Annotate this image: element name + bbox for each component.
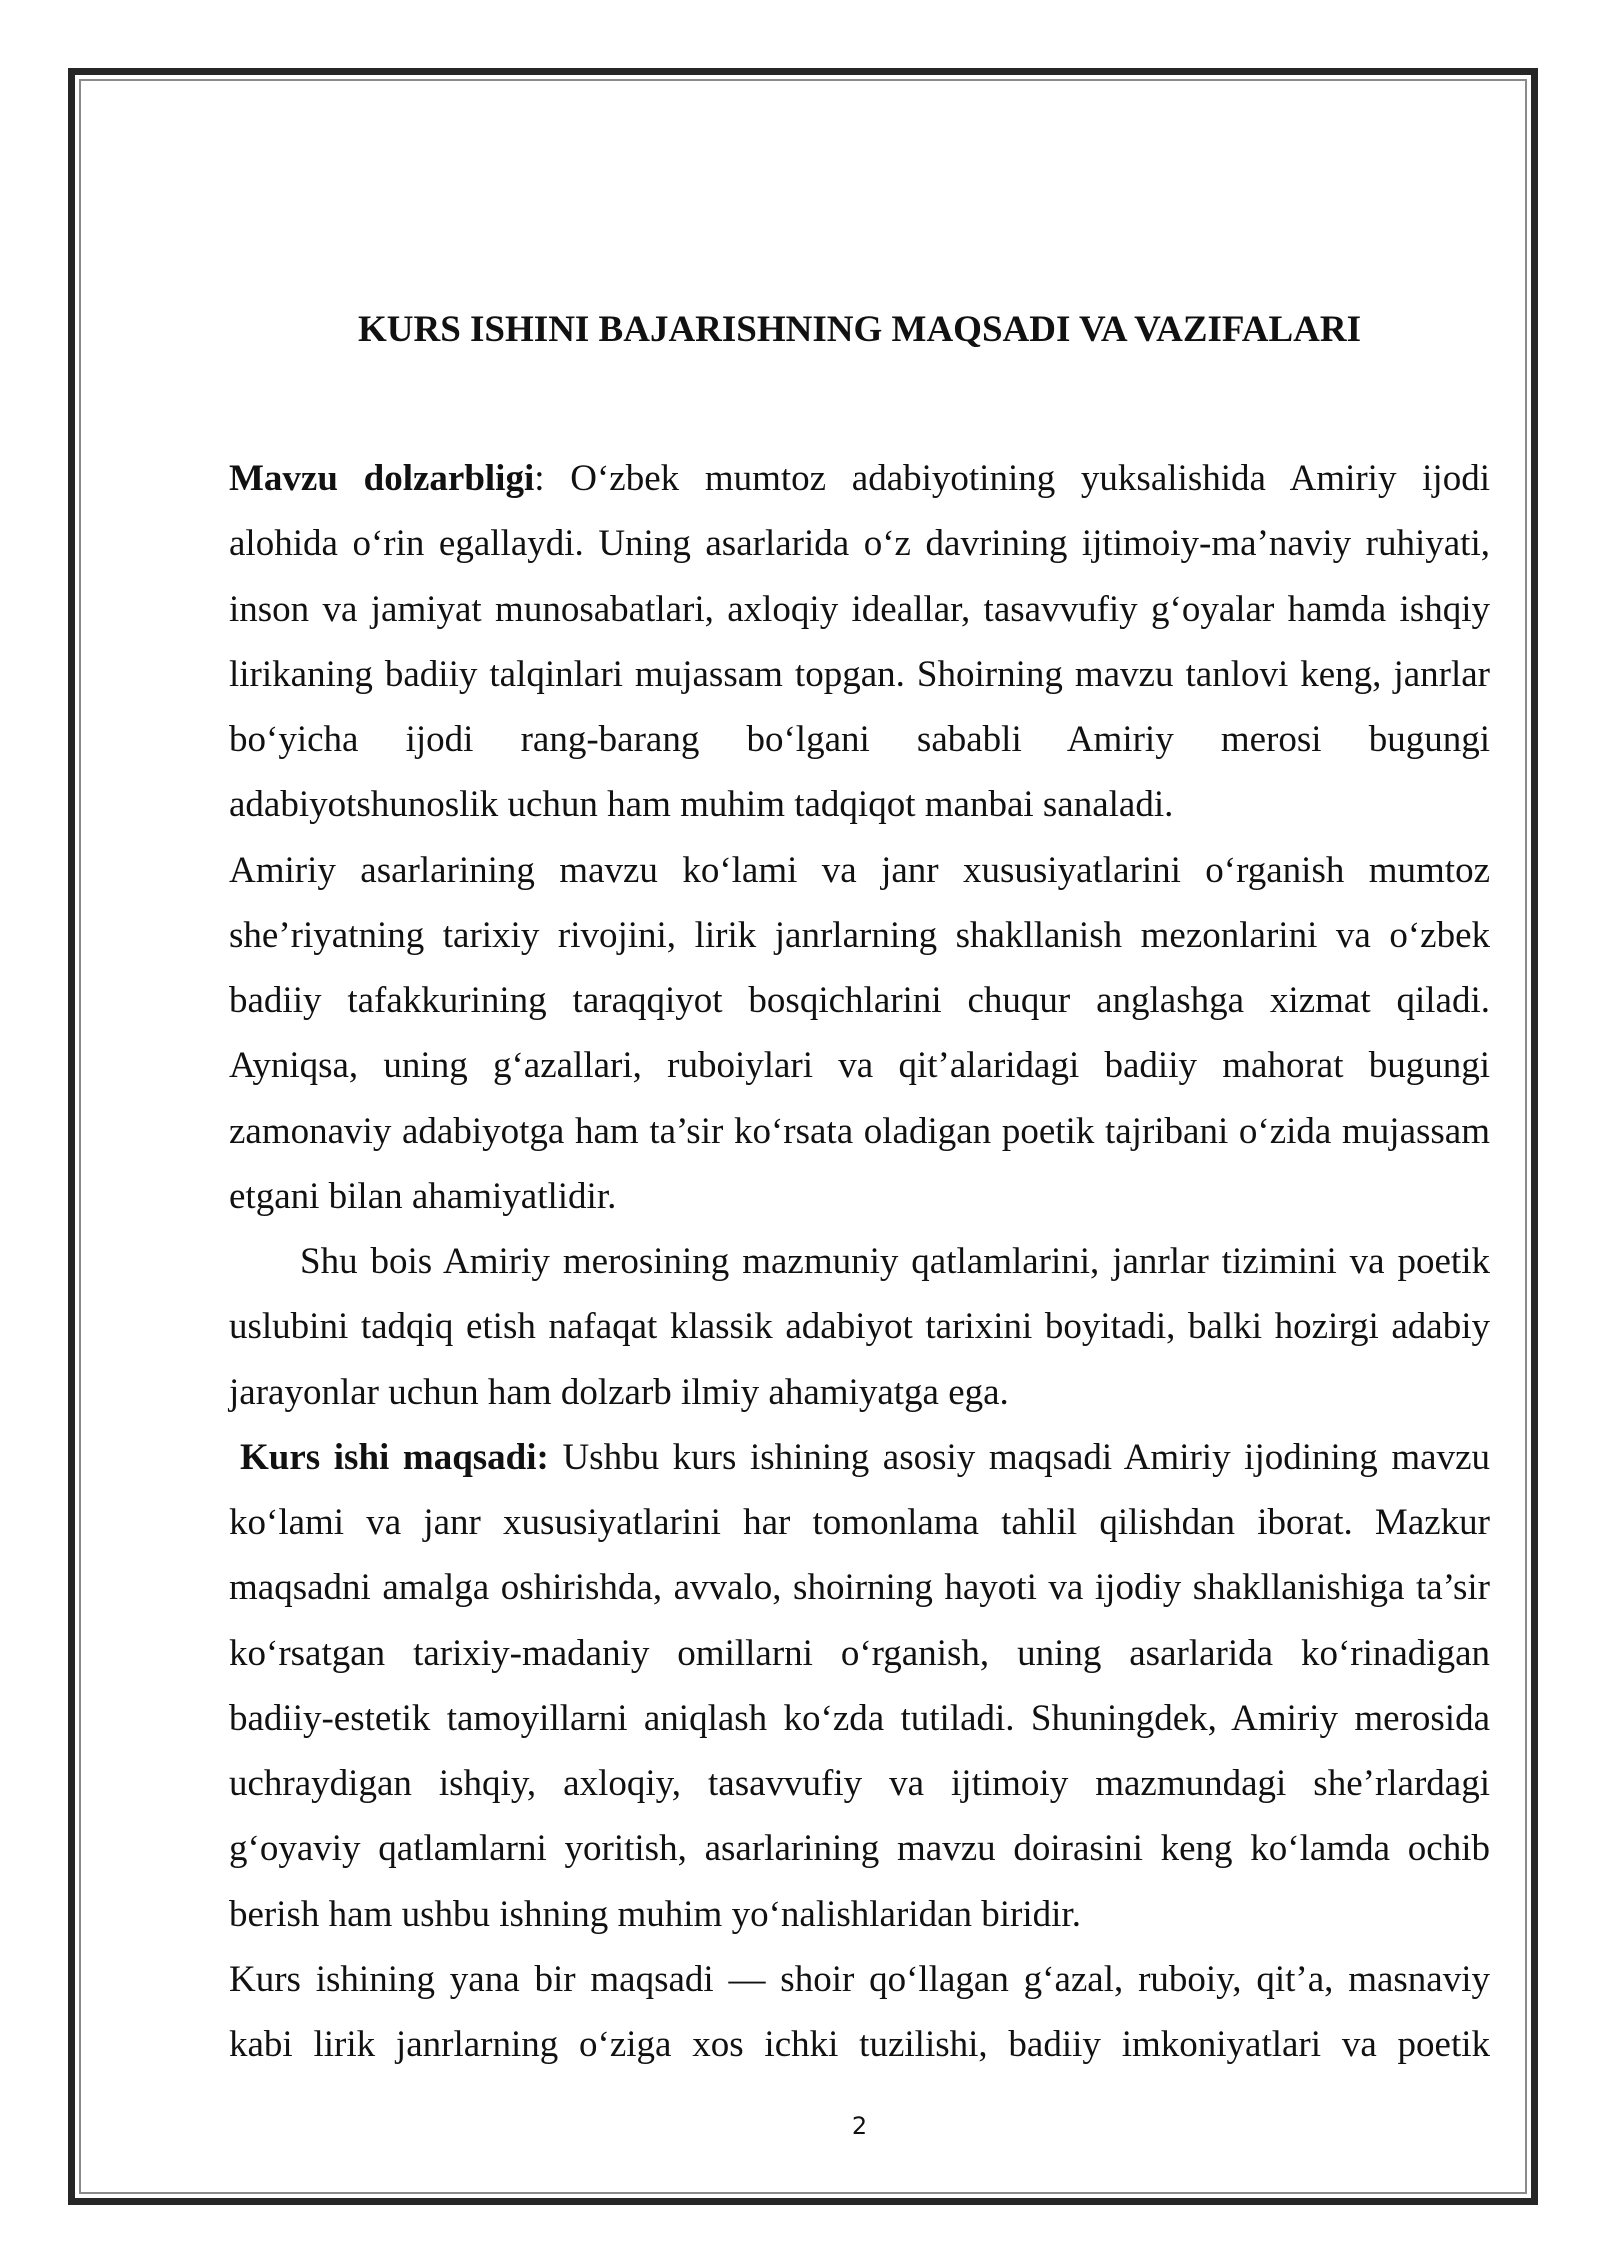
document-body <box>229 446 1490 2077</box>
line-text: Ushbu kurs ishining asosiy maqsadi Amiriy ijodining mavzu <box>562 1436 1490 1478</box>
body-line: badiiy tafakkurining taraqqiyot bosqichlarini chuqur anglashga xizmat qiladi. <box>229 980 1490 1021</box>
body-line: inson va jamiyat munosabatlari, axloqiy ideallar, tasavvufiy g‘oyalar hamda ishqiy <box>229 588 1490 630</box>
body-line: badiiy-estetik tamoyillarni aniqlash ko‘zda tutiladi. Shuningdek, Amiriy merosida <box>229 1697 1490 1739</box>
body-line: bo‘yicha ijodi rang-barang bo‘lgani sababli Amiriy merosi bugungi <box>229 719 1490 760</box>
body-line: lirikaning badiiy talqinlari mujassam topgan. Shoirning mavzu tanlovi keng, janrlar <box>229 653 1490 695</box>
body-line <box>229 446 1490 511</box>
body-line: maqsadni amalga oshirishda, avvalo, shoirning hayoti va ijodiy shakllanishiga ta’sir <box>229 1567 1490 1609</box>
paragraph-shu-bois <box>229 1229 1490 1425</box>
body-line: she’riyatning tarixiy rivojini, lirik janrlarning shakllanish mezonlarini va o‘zbek <box>229 914 1490 956</box>
paragraph-amiriy-asarlari <box>229 838 1490 1230</box>
body-line: uchraydigan ishqiy, axloqiy, tasavvufiy va ijtimoiy mazmundagi she’rlardagi <box>229 1763 1490 1804</box>
line-text: : O‘zbek mumtoz adabiyotining yuksalishida Amiriy ijodi <box>534 458 1490 499</box>
body-line: zamonaviy adabiyotga ham ta’sir ko‘rsata oladigan poetik tajribani o‘zida mujassam <box>229 1110 1490 1152</box>
body-line: berish ham ushbu ishning muhim yo‘nalishlaridan biridir. <box>229 1893 1081 1935</box>
body-line: ko‘rsatgan tarixiy-madaniy omillarni o‘rganish, uning asarlarida ko‘rinadigan <box>229 1632 1490 1674</box>
paragraph-mavzu-dolzarbligi <box>229 446 1490 838</box>
body-line: Amiriy asarlarining mavzu ko‘lami va janr xususiyatlarini o‘rganish mumtoz <box>229 849 1490 891</box>
page-number: 2 <box>851 2112 868 2140</box>
body-line: jarayonlar uchun ham dolzarb ilmiy ahamiyatga ega. <box>229 1371 1009 1413</box>
paragraph-yana-bir-maqsad <box>229 1947 1490 2078</box>
body-line: kabi lirik janrlarning o‘ziga xos ichki tuzilishi, badiiy imkoniyatlari va poetik <box>229 2024 1490 2065</box>
body-line: alohida o‘rin egallaydi. Uning asarlarida o‘z davrining ijtimoiy-ma’naviy ruhiyati, <box>229 523 1490 565</box>
paragraph-lead-label: Kurs ishi maqsadi: <box>240 1436 549 1478</box>
body-line: Shu bois Amiriy merosining mazmuniy qatlamlarini, janrlar tizimini va poetik <box>300 1241 1490 1282</box>
body-line: etgani bilan ahamiyatlidir. <box>229 1175 617 1217</box>
body-line: ko‘lami va janr xususiyatlarini har tomonlama tahlil qilishdan iborat. Mazkur <box>229 1502 1490 1543</box>
paragraph-lead-label: Mavzu dolzarbligi <box>229 458 535 499</box>
paragraph-kurs-ishi-maqsadi <box>229 1425 1490 1947</box>
body-line: Ayniqsa, uning g‘azallari, ruboiylari va qit’alaridagi badiiy mahorat bugungi <box>229 1045 1490 1087</box>
body-line: uslubini tadqiq etish nafaqat klassik adabiyot tarixini boyitadi, balki hozirgi adabiy <box>229 1306 1490 1348</box>
body-line: adabiyotshunoslik uchun ham muhim tadqiqot manbai sanaladi. <box>229 784 1174 826</box>
body-line: g‘oyaviy qatlamlarni yoritish, asarlarining mavzu doirasini keng ko‘lamda ochib <box>229 1828 1490 1870</box>
body-line <box>229 1425 1490 1490</box>
body-line: Kurs ishining yana bir maqsadi — shoir qo‘llagan g‘azal, ruboiy, qit’a, masnaviy <box>229 1958 1490 2000</box>
page-title: KURS ISHINI BAJARISHNING MAQSADI VA VAZIFALARI <box>357 309 1361 350</box>
